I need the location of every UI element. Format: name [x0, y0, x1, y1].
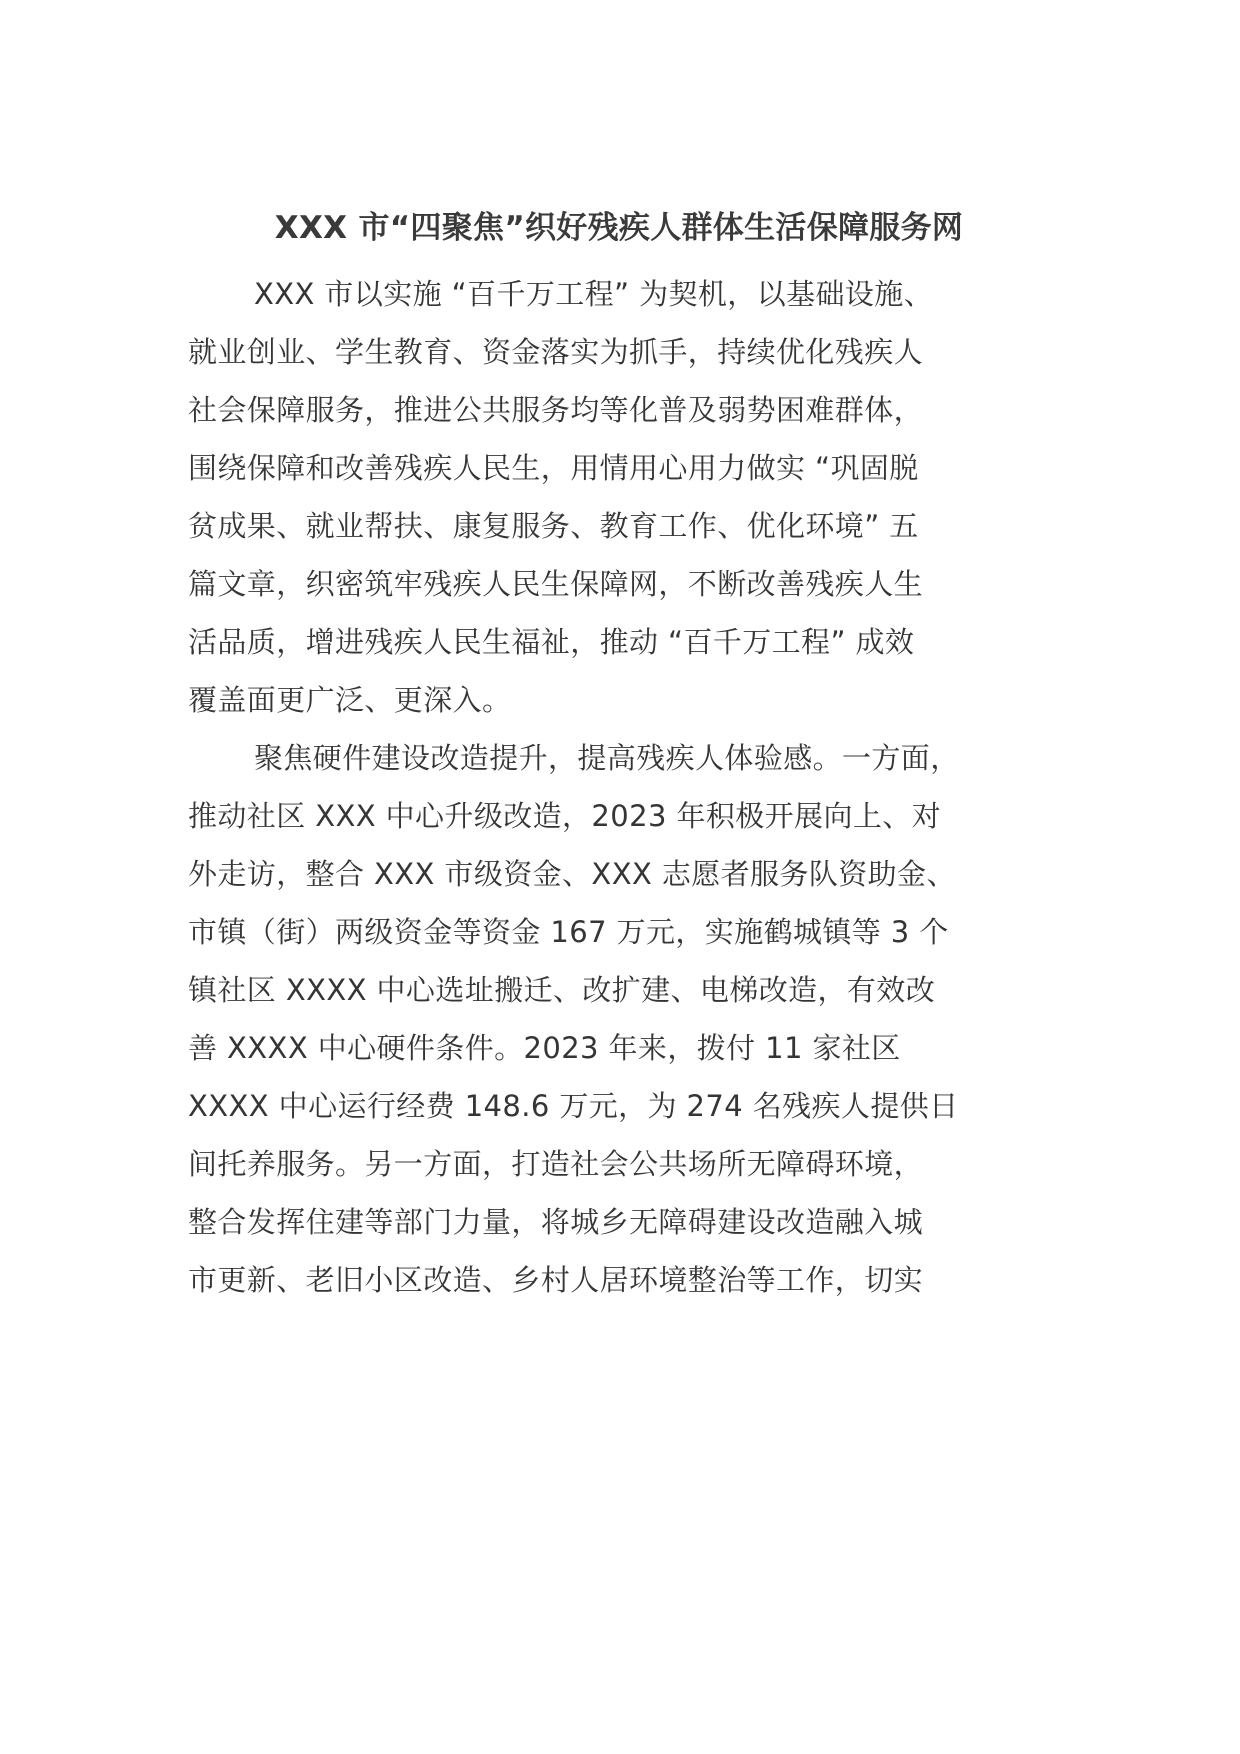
paragraph-2-line-4: 市镇（街）两级资金等资金 167 万元，实施鹤城镇等 3 个	[188, 915, 949, 949]
paragraph-2-line-2: 推动社区 XXX 中心升级改造，2023 年积极开展向上、对	[188, 799, 942, 833]
paragraph-2-line-10: 市更新、老旧小区改造、乡村人居环境整治等工作，切实	[188, 1263, 924, 1297]
paragraph-2-line-3: 外走访，整合 XXX 市级资金、XXX 志愿者服务队资助金、	[188, 857, 956, 891]
paragraph-1-line-7: 活品质，增进残疾人民生福祉，推动 “百千万工程” 成效	[188, 625, 915, 659]
paragraph-2-line-6: 善 XXXX 中心硬件条件。2023 年来，拨付 11 家社区	[188, 1031, 901, 1065]
paragraph-2-line-5: 镇社区 XXXX 中心选址搬迁、改扩建、电梯改造，有效改	[188, 973, 936, 1007]
paragraph-1-line-6: 篇文章，织密筑牢残疾人民生保障网，不断改善残疾人生	[188, 567, 924, 601]
paragraph-1-line-4: 围绕保障和改善残疾人民生，用情用心用力做实 “巩固脱	[188, 451, 919, 485]
document-title: XXX 市“四聚焦”织好残疾人群体生活保障服务网	[274, 210, 964, 246]
paragraph-2-line-1: 聚焦硬件建设改造提升，提高残疾人体验感。一方面，	[254, 741, 960, 775]
paragraph-1-line-2: 就业创业、学生教育、资金落实为抓手，持续优化残疾人	[188, 335, 924, 369]
paragraph-2-line-7: XXXX 中心运行经费 148.6 万元，为 274 名残疾人提供日	[188, 1089, 959, 1123]
paragraph-1-line-3: 社会保障服务，推进公共服务均等化普及弱势困难群体，	[188, 393, 924, 427]
paragraph-1-line-5: 贫成果、就业帮扶、康复服务、教育工作、优化环境” 五	[188, 509, 919, 543]
paragraph-2-line-9: 整合发挥住建等部门力量，将城乡无障碍建设改造融入城	[188, 1205, 924, 1239]
paragraph-1-line-8: 覆盖面更广泛、更深入。	[188, 683, 512, 717]
paragraph-1-line-1: XXX 市以实施 “百千万工程” 为契机，以基础设施、	[254, 277, 934, 311]
paragraph-2-line-8: 间托养服务。另一方面，打造社会公共场所无障碍环境，	[188, 1147, 924, 1181]
